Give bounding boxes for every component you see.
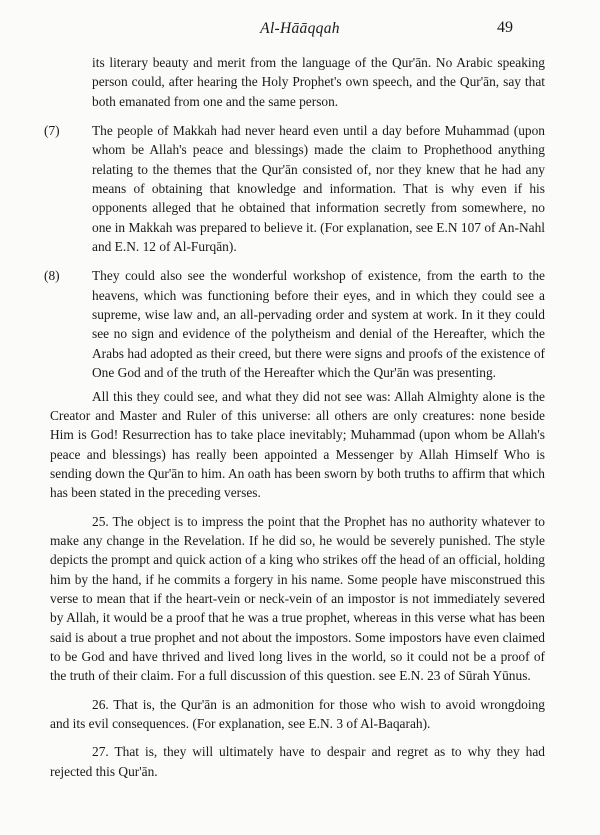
paragraph-number: (7)	[44, 123, 60, 139]
paragraph-text: They could also see the wonderful workshop of existence, from the earth to the heavens, which was functioning before their eyes, and in which they could see a supreme, wise law and, an all-pervading order and system at work. In it they could see no sign and evidence of the polytheism and denial of the Hereafter, which the Arabs had adopted as their creed, but there were signs and proofs of the existence of One God and of the truth of the Hereafter which the Qur'ān was presenting.	[92, 268, 545, 381]
numbered-paragraph-7	[44, 121, 545, 256]
explanatory-note-27: 27. That is, they will ultimately have to despair and regret as to why they had rejected this Qur'ān.	[50, 744, 545, 779]
running-title: Al-Hāāqqah	[260, 20, 340, 37]
explanatory-note-26: 26. That is, the Qur'ān is an admonition for those who wish to avoid wrongdoing and its evil consequences. (For explanation, see E.N. 3 of Al-Baqarah).	[50, 696, 545, 731]
page-body	[44, 53, 545, 781]
page-number: 49	[497, 19, 513, 36]
paragraph-continued: its literary beauty and merit from the language of the Qur'ān. No Arabic speaking person could, after hearing the Holy Prophet's own speech, and the Qur'ān, say that both emanated from one and the same person.	[92, 55, 545, 109]
paragraph-text: The people of Makkah had never heard even until a day before Muhammad (upon whom be Allah's peace and blessings) made the claim to Prophethood anything relating to the themes that the Qur'ān consisted of, nor they knew that he had any means of obtaining that knowledge and information. That is why even if his opponents alleged that he obtained that information secretly from somewhere, no one in Makkah was prepared to believe it. (For explanation, see E.N 107 of An-Nahl and E.N. 12 of Al-Furqān).	[92, 123, 545, 255]
paragraph-number: (8)	[44, 268, 60, 284]
numbered-paragraph-8	[44, 266, 545, 382]
summary-paragraph: All this they could see, and what they did not see was: Allah Almighty alone is the Creator and Master and Ruler of this universe: all others are only creatures: none beside Him is God! Resurrection has to take place inevitably; Muhammad (upon whom be Allah's peace and blessings) has really been appointed a Messenger by Allah Himself Who is sending down the Qur'ān to him. An oath has been sworn by both truths to affirm that which has been stated in the preceding verses.	[50, 388, 545, 501]
page-header	[0, 20, 600, 42]
explanatory-note-25: 25. The object is to impress the point that the Prophet has no authority whatever to make any change in the Revelation. If he did so, he would be severely punished. The style depicts the prompt and quick action of a king who strikes off the head of an official, holding him by the hand, if he commits a forgery in his name. Some people have misconstrued this verse to mean that if the heart-vein or neck-vein of an impostor is not immediately severed by Allah, it would be a proof that he was a true prophet, whereas in this verse what has been said is about a true prophet and not about the impostors. Some impostors have even claimed to be God and have thrived and lived long lives in the world, so it could not be a proof of the truth of their claim. For a full discussion of this question. see E.N. 23 of Sūrah Yūnus.	[50, 513, 545, 684]
